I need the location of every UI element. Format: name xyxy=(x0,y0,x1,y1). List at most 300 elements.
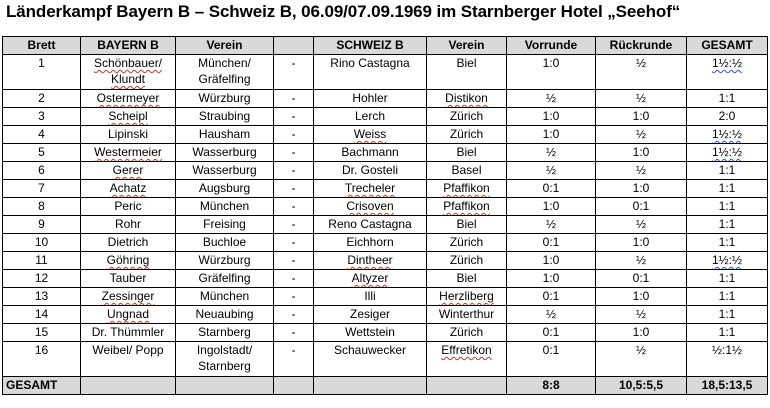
cell-gesamt xyxy=(687,252,768,270)
cell-schweiz-club-text: Pfaffikon xyxy=(443,199,490,213)
cell-bayern-player-text: Ostermeyer xyxy=(96,91,160,105)
cell-bayern-club xyxy=(176,108,274,126)
table-row xyxy=(3,252,768,270)
cell-schweiz-club xyxy=(427,90,507,108)
cell-brett-text: 11 xyxy=(35,253,48,267)
cell-separator xyxy=(274,162,314,180)
cell-schweiz-club xyxy=(427,252,507,270)
cell-separator-text: - xyxy=(291,91,296,105)
cell-schweiz-club-text: Biel xyxy=(456,271,477,285)
cell-gesamt-text: 1:1 xyxy=(718,235,736,249)
cell-schweiz-club-text: Biel xyxy=(456,217,477,231)
cell-vorrunde-text: 1:0 xyxy=(542,253,560,267)
table-row xyxy=(3,324,768,342)
cell-schweiz-player xyxy=(314,252,427,270)
header-verein-bayern: Verein xyxy=(176,37,274,55)
cell-bayern-club-text: Neuaubing xyxy=(195,307,254,321)
header-separator xyxy=(274,37,314,55)
cell-schweiz-club-text: Zürich xyxy=(449,325,484,339)
cell-bayern-club xyxy=(176,324,274,342)
cell-schweiz-player xyxy=(314,342,427,377)
cell-vorrunde xyxy=(507,306,596,324)
cell-schweiz-player xyxy=(314,234,427,252)
cell-gesamt-text: 1:1 xyxy=(718,325,736,339)
cell-rueckrunde-text: 0:1 xyxy=(632,199,650,213)
cell-bayern-club xyxy=(176,270,274,288)
cell-bayern-club xyxy=(176,144,274,162)
cell-schweiz-club xyxy=(427,216,507,234)
cell-vorrunde-text: ½ xyxy=(545,163,556,177)
cell-schweiz-player xyxy=(314,270,427,288)
cell-bayern-player-text: Peric xyxy=(114,199,142,213)
header-brett: Brett xyxy=(3,37,81,55)
cell-rueckrunde-text: 1:0 xyxy=(632,109,650,123)
cell-bayern-player xyxy=(81,342,176,377)
cell-bayern-player-text: Weibel/ Popp xyxy=(92,343,164,357)
cell-brett xyxy=(3,108,81,126)
total-empty-cell xyxy=(314,377,427,395)
cell-schweiz-player-text: Altyzer xyxy=(351,271,389,285)
cell-vorrunde-text: 1:0 xyxy=(542,127,560,141)
cell-schweiz-club xyxy=(427,234,507,252)
table-row xyxy=(3,306,768,324)
cell-bayern-player xyxy=(81,180,176,198)
total-empty-cell xyxy=(81,377,176,395)
cell-schweiz-player xyxy=(314,126,427,144)
cell-separator xyxy=(274,55,314,90)
cell-brett-text: 12 xyxy=(34,271,49,285)
cell-bayern-player-text: Tauber xyxy=(109,271,147,285)
table-row xyxy=(3,108,768,126)
cell-bayern-club xyxy=(176,126,274,144)
cell-brett-text: 14 xyxy=(34,307,49,321)
cell-bayern-player xyxy=(81,90,176,108)
cell-schweiz-club-text: Biel xyxy=(456,56,477,70)
cell-brett xyxy=(3,270,81,288)
cell-gesamt xyxy=(687,216,768,234)
cell-schweiz-club xyxy=(427,288,507,306)
cell-separator-text: - xyxy=(291,307,296,321)
cell-gesamt xyxy=(687,90,768,108)
cell-separator xyxy=(274,126,314,144)
cell-vorrunde xyxy=(507,252,596,270)
cell-brett xyxy=(3,306,81,324)
cell-bayern-player xyxy=(81,306,176,324)
cell-vorrunde xyxy=(507,216,596,234)
cell-schweiz-player xyxy=(314,324,427,342)
cell-separator xyxy=(274,108,314,126)
cell-vorrunde-text: 1:0 xyxy=(542,199,560,213)
cell-vorrunde-text: ½ xyxy=(545,217,556,231)
cell-schweiz-club-text: Distikon xyxy=(445,91,488,105)
cell-gesamt-text: 1:1 xyxy=(718,163,736,177)
cell-brett xyxy=(3,324,81,342)
cell-vorrunde-text: 0:1 xyxy=(542,235,560,249)
cell-bayern-club xyxy=(176,288,274,306)
cell-brett xyxy=(3,252,81,270)
cell-schweiz-club xyxy=(427,198,507,216)
cell-bayern-player-text: Scheipl xyxy=(108,109,148,123)
cell-gesamt xyxy=(687,306,768,324)
cell-gesamt xyxy=(687,342,768,377)
cell-bayern-player-text: Gerer xyxy=(112,163,144,177)
cell-separator-text: - xyxy=(291,253,296,267)
cell-gesamt-text: 1:1 xyxy=(718,181,736,195)
cell-separator xyxy=(274,198,314,216)
cell-gesamt-text: 1:1 xyxy=(718,289,736,303)
cell-vorrunde xyxy=(507,162,596,180)
cell-rueckrunde xyxy=(596,90,687,108)
cell-rueckrunde-text: ½ xyxy=(635,343,646,357)
cell-vorrunde xyxy=(507,342,596,377)
cell-brett-text: 7 xyxy=(38,181,45,195)
cell-schweiz-club-text: Zürich xyxy=(449,109,484,123)
cell-gesamt xyxy=(687,234,768,252)
cell-gesamt-text: 1:1 xyxy=(718,217,736,231)
cell-brett xyxy=(3,55,81,90)
cell-brett-text: 2 xyxy=(38,91,45,105)
cell-vorrunde xyxy=(507,234,596,252)
cell-gesamt-text: 1:1 xyxy=(718,199,736,213)
cell-vorrunde xyxy=(507,90,596,108)
cell-rueckrunde-text: ½ xyxy=(635,56,646,70)
cell-schweiz-player-text: Crisoven xyxy=(346,199,394,213)
cell-schweiz-player xyxy=(314,108,427,126)
cell-separator xyxy=(274,324,314,342)
cell-bayern-club xyxy=(176,342,274,377)
cell-bayern-player xyxy=(81,252,176,270)
cell-bayern-player-text: Rohr xyxy=(114,217,141,231)
cell-schweiz-club xyxy=(427,162,507,180)
cell-gesamt-text: 1:1 xyxy=(718,271,736,285)
cell-separator-text: - xyxy=(291,325,296,339)
cell-bayern-club-text: München/ Gräfelfing xyxy=(198,56,251,86)
cell-schweiz-player-text: Eichhorn xyxy=(346,235,394,249)
cell-rueckrunde xyxy=(596,180,687,198)
cell-rueckrunde-text: 1:0 xyxy=(632,145,650,159)
cell-schweiz-player xyxy=(314,288,427,306)
cell-bayern-player xyxy=(81,198,176,216)
cell-rueckrunde xyxy=(596,55,687,90)
cell-gesamt xyxy=(687,126,768,144)
cell-separator-text: - xyxy=(291,289,296,303)
cell-bayern-club xyxy=(176,55,274,90)
cell-gesamt xyxy=(687,144,768,162)
cell-separator-text: - xyxy=(291,56,296,70)
cell-brett-text: 5 xyxy=(38,145,45,159)
cell-brett-text: 6 xyxy=(38,163,45,177)
cell-schweiz-club-text: Basel xyxy=(451,163,482,177)
cell-separator xyxy=(274,180,314,198)
cell-vorrunde-text: 0:1 xyxy=(542,343,560,357)
cell-vorrunde xyxy=(507,270,596,288)
cell-bayern-club xyxy=(176,306,274,324)
cell-bayern-player xyxy=(81,126,176,144)
cell-bayern-club-text: München xyxy=(199,289,250,303)
total-empty-cell xyxy=(176,377,274,395)
table-row xyxy=(3,198,768,216)
cell-bayern-player xyxy=(81,216,176,234)
cell-schweiz-player xyxy=(314,198,427,216)
cell-vorrunde-text: ½ xyxy=(545,145,556,159)
cell-schweiz-club-text: Effretikon xyxy=(441,343,492,357)
cell-brett xyxy=(3,180,81,198)
cell-gesamt xyxy=(687,55,768,90)
cell-vorrunde-text: 0:1 xyxy=(542,325,560,339)
cell-rueckrunde-text: 1:0 xyxy=(632,289,650,303)
cell-bayern-club xyxy=(176,234,274,252)
cell-brett xyxy=(3,234,81,252)
cell-separator xyxy=(274,252,314,270)
header-gesamt: GESAMT xyxy=(687,37,768,55)
cell-bayern-club xyxy=(176,162,274,180)
cell-bayern-player-text: Schönbauer/ Klundt xyxy=(93,56,163,86)
cell-schweiz-player-text: Dintheer xyxy=(347,253,393,267)
cell-separator xyxy=(274,144,314,162)
header-rueckrunde: Rückrunde xyxy=(596,37,687,55)
cell-schweiz-club xyxy=(427,270,507,288)
cell-gesamt xyxy=(687,198,768,216)
cell-rueckrunde-text: ½ xyxy=(635,307,646,321)
cell-schweiz-club xyxy=(427,324,507,342)
cell-schweiz-player-text: Trecheler xyxy=(344,181,396,195)
cell-rueckrunde xyxy=(596,216,687,234)
table-row xyxy=(3,180,768,198)
cell-bayern-player xyxy=(81,55,176,90)
total-rueckrunde: 10,5:5,5 xyxy=(596,377,687,395)
cell-schweiz-club xyxy=(427,180,507,198)
cell-brett-text: 8 xyxy=(38,199,45,213)
cell-brett xyxy=(3,162,81,180)
total-row xyxy=(3,377,768,395)
cell-rueckrunde-text: ½ xyxy=(635,163,646,177)
table-body xyxy=(3,55,768,377)
cell-gesamt-text: 1½:½ xyxy=(711,56,743,70)
cell-schweiz-player-text: Wettstein xyxy=(345,325,395,339)
cell-brett xyxy=(3,216,81,234)
cell-vorrunde-text: ½ xyxy=(545,307,556,321)
cell-separator xyxy=(274,342,314,377)
cell-brett-text: 9 xyxy=(38,217,45,231)
table-row xyxy=(3,288,768,306)
cell-rueckrunde xyxy=(596,270,687,288)
cell-bayern-club-text: Wasserburg xyxy=(192,145,257,159)
cell-bayern-club-text: Ingolstadt/ Starnberg xyxy=(196,343,253,373)
cell-separator-text: - xyxy=(291,199,296,213)
cell-brett-text: 3 xyxy=(38,109,45,123)
cell-schweiz-player-text: Weiss xyxy=(353,127,387,141)
cell-rueckrunde-text: ½ xyxy=(635,127,646,141)
cell-schweiz-club xyxy=(427,108,507,126)
cell-rueckrunde xyxy=(596,126,687,144)
cell-schweiz-club-text: Zürich xyxy=(449,235,484,249)
table-row xyxy=(3,216,768,234)
cell-rueckrunde-text: 1:0 xyxy=(632,325,650,339)
cell-schweiz-club-text: Herzliberg xyxy=(439,289,494,303)
cell-bayern-player-text: Westermeier xyxy=(94,145,162,159)
cell-vorrunde-text: 1:0 xyxy=(542,271,560,285)
cell-bayern-club xyxy=(176,90,274,108)
total-gesamt: 18,5:13,5 xyxy=(687,377,768,395)
table-row xyxy=(3,144,768,162)
cell-schweiz-player xyxy=(314,144,427,162)
header-vorrunde: Vorrunde xyxy=(507,37,596,55)
cell-vorrunde xyxy=(507,324,596,342)
cell-rueckrunde xyxy=(596,324,687,342)
cell-schweiz-club-text: Pfaffikon xyxy=(443,181,490,195)
cell-brett xyxy=(3,198,81,216)
cell-gesamt xyxy=(687,288,768,306)
cell-brett xyxy=(3,144,81,162)
cell-bayern-club xyxy=(176,252,274,270)
cell-separator xyxy=(274,90,314,108)
cell-bayern-player-text: Lipinski xyxy=(107,127,149,141)
cell-bayern-club-text: München xyxy=(199,199,250,213)
cell-separator-text: - xyxy=(291,163,296,177)
table-row xyxy=(3,342,768,377)
cell-schweiz-player xyxy=(314,55,427,90)
cell-bayern-player xyxy=(81,144,176,162)
table-row xyxy=(3,270,768,288)
cell-separator-text: - xyxy=(291,181,296,195)
cell-brett-text: 15 xyxy=(34,325,49,339)
cell-schweiz-club xyxy=(427,342,507,377)
cell-bayern-club-text: Würzburg xyxy=(198,253,251,267)
cell-schweiz-club xyxy=(427,55,507,90)
cell-brett xyxy=(3,90,81,108)
cell-rueckrunde xyxy=(596,162,687,180)
table-header-row xyxy=(3,37,768,55)
cell-gesamt-text: 1½:½ xyxy=(711,127,743,141)
cell-gesamt-text: ½:1½ xyxy=(711,343,743,357)
cell-separator xyxy=(274,270,314,288)
cell-bayern-player xyxy=(81,108,176,126)
cell-schweiz-player-text: Zesiger xyxy=(349,307,390,321)
cell-rueckrunde-text: ½ xyxy=(635,217,646,231)
cell-schweiz-club xyxy=(427,306,507,324)
header-bayern: BAYERN B xyxy=(81,37,176,55)
cell-schweiz-club-text: Winterthur xyxy=(438,307,495,321)
cell-separator-text: - xyxy=(291,109,296,123)
cell-vorrunde xyxy=(507,180,596,198)
cell-separator-text: - xyxy=(291,145,296,159)
cell-rueckrunde xyxy=(596,342,687,377)
cell-bayern-club-text: Straubing xyxy=(198,109,251,123)
cell-schweiz-player-text: Hohler xyxy=(352,91,388,105)
results-table xyxy=(2,36,768,395)
cell-bayern-club-text: Wasserburg xyxy=(192,163,257,177)
cell-separator-text: - xyxy=(291,343,296,357)
cell-bayern-club-text: Gräfelfing xyxy=(198,271,251,285)
cell-gesamt xyxy=(687,270,768,288)
cell-bayern-player xyxy=(81,270,176,288)
cell-vorrunde-text: 0:1 xyxy=(542,289,560,303)
cell-bayern-club-text: Freising xyxy=(203,217,246,231)
table-row xyxy=(3,55,768,90)
cell-schweiz-player-text: Lerch xyxy=(354,109,386,123)
cell-brett-text: 1 xyxy=(38,56,45,70)
cell-rueckrunde xyxy=(596,252,687,270)
cell-separator-text: - xyxy=(291,217,296,231)
cell-schweiz-player-text: Illi xyxy=(364,289,376,303)
cell-rueckrunde xyxy=(596,198,687,216)
total-empty-cell xyxy=(274,377,314,395)
cell-brett-text: 16 xyxy=(34,343,49,357)
cell-rueckrunde xyxy=(596,288,687,306)
cell-rueckrunde-text: ½ xyxy=(635,91,646,105)
cell-rueckrunde xyxy=(596,144,687,162)
cell-bayern-player-text: Dr. Thümmler xyxy=(91,325,165,339)
cell-schweiz-club-text: Biel xyxy=(456,145,477,159)
cell-bayern-player-text: Göhring xyxy=(106,253,150,267)
page-title: Länderkampf Bayern B – Schweiz B, 06.09/07.09.1969 im Starnberger Hotel „Seehof“ xyxy=(6,2,681,21)
total-label: GESAMT xyxy=(3,377,81,395)
cell-bayern-club xyxy=(176,216,274,234)
cell-separator xyxy=(274,306,314,324)
header-schweiz: SCHWEIZ B xyxy=(314,37,427,55)
cell-rueckrunde-text: ½ xyxy=(635,253,646,267)
cell-vorrunde xyxy=(507,288,596,306)
cell-brett-text: 10 xyxy=(34,235,49,249)
cell-brett xyxy=(3,342,81,377)
cell-bayern-player xyxy=(81,162,176,180)
cell-bayern-player xyxy=(81,324,176,342)
cell-separator-text: - xyxy=(291,235,296,249)
cell-separator xyxy=(274,216,314,234)
cell-brett-text: 13 xyxy=(34,289,49,303)
total-empty-cell xyxy=(427,377,507,395)
cell-rueckrunde-text: 0:1 xyxy=(632,271,650,285)
cell-bayern-player-text: Ungnad xyxy=(106,307,150,321)
header-verein-schweiz: Verein xyxy=(427,37,507,55)
cell-vorrunde-text: 1:0 xyxy=(542,109,560,123)
cell-bayern-club-text: Augsburg xyxy=(198,181,251,195)
cell-schweiz-player-text: Dr. Gosteli xyxy=(341,163,398,177)
cell-schweiz-player xyxy=(314,216,427,234)
cell-bayern-club xyxy=(176,198,274,216)
cell-bayern-club xyxy=(176,180,274,198)
cell-schweiz-player-text: Bachmann xyxy=(341,145,399,159)
cell-schweiz-club-text: Zürich xyxy=(449,127,484,141)
cell-brett xyxy=(3,126,81,144)
cell-rueckrunde xyxy=(596,306,687,324)
cell-separator-text: - xyxy=(291,271,296,285)
cell-bayern-player-text: Dietrich xyxy=(107,235,149,249)
cell-bayern-club-text: Starnberg xyxy=(198,325,251,339)
cell-gesamt-text: 1:1 xyxy=(718,91,736,105)
cell-vorrunde xyxy=(507,198,596,216)
cell-schweiz-player-text: Reno Castagna xyxy=(328,217,412,231)
cell-vorrunde xyxy=(507,108,596,126)
cell-vorrunde-text: 0:1 xyxy=(542,181,560,195)
cell-vorrunde-text: 1:0 xyxy=(542,56,560,70)
cell-vorrunde-text: ½ xyxy=(545,91,556,105)
cell-schweiz-player xyxy=(314,162,427,180)
cell-vorrunde xyxy=(507,144,596,162)
cell-brett xyxy=(3,288,81,306)
cell-gesamt-text: 1:1 xyxy=(718,307,736,321)
cell-separator xyxy=(274,234,314,252)
cell-rueckrunde xyxy=(596,108,687,126)
cell-rueckrunde-text: 1:0 xyxy=(632,181,650,195)
cell-bayern-player-text: Achatz xyxy=(109,181,147,195)
cell-rueckrunde xyxy=(596,234,687,252)
cell-schweiz-player xyxy=(314,90,427,108)
cell-bayern-player-text: Zessinger xyxy=(101,289,155,303)
cell-schweiz-club-text: Zürich xyxy=(449,253,484,267)
table-row xyxy=(3,234,768,252)
cell-schweiz-club xyxy=(427,144,507,162)
